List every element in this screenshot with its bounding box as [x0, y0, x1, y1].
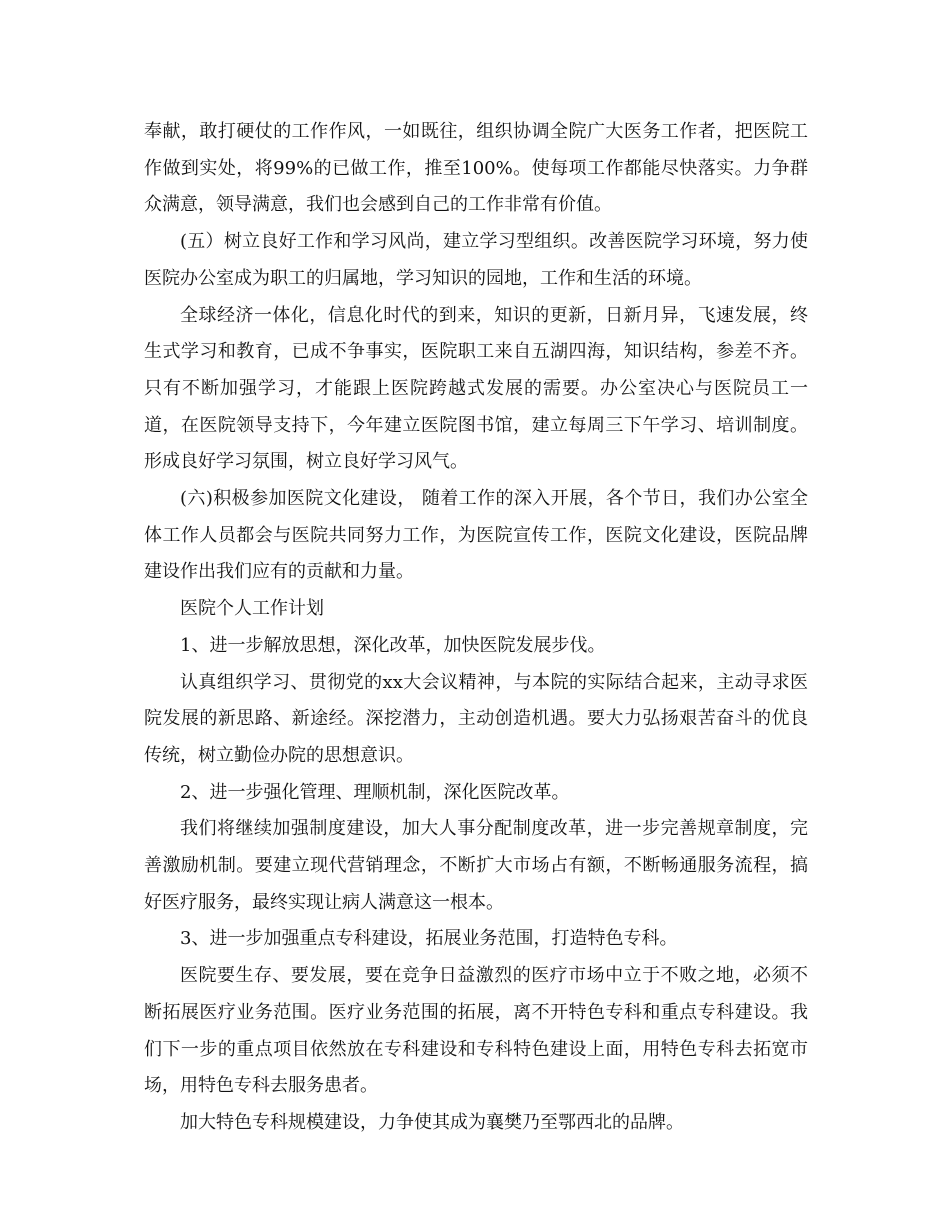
item-heading-2: 2、进一步强化管理、理顺机制，深化医院改革。: [180, 781, 570, 803]
paragraph-3: 全球经济一体化，信息化时代的到来，知识的更新，日新月异，飞速发展，终生式学习和教育，已成不争事实，医院职工来自五湖四海，知识结构，参差不齐。只有不断加强学习，才能跟上医院跨越式发展的需要。办公室决心与医院员工一道，在医院领导支持下，今年建立医院图书馆，建立每周三下午学习、培训制度。形成良好学习氛围，树立良好学习风气。: [144, 304, 808, 473]
section-heading: 医院个人工作计划: [180, 598, 324, 620]
paragraph-2: (五）树立良好工作和学习风尚，建立学习型组织。改善医院学习环境，努力使医院办公室成为职工的归属地，学习知识的园地，工作和生活的环境。: [144, 231, 808, 289]
item-heading-3: 3、进一步加强重点专科建设，拓展业务范围，打造特色专科。: [180, 928, 678, 950]
document-body: [144, 114, 808, 1142]
paragraph-7: 医院要生存、要发展，要在竞争日益激烈的医疗市场中立于不败之地，必须不断拓展医疗业务范围。医疗业务范围的拓展，离不开特色专科和重点专科建设。我们下一步的重点项目依然放在专科建设和专科特色建设上面，用特色专科去拓宽市场，用特色专科去服务患者。: [144, 965, 808, 1097]
paragraph-6: 我们将继续加强制度建设，加大人事分配制度改革，进一步完善规章制度，完善激励机制。要建立现代营销理念，不断扩大市场占有额，不断畅通服务流程，搞好医疗服务，最终实现让病人满意这一根本。: [144, 818, 808, 913]
paragraph-4: (六)积极参加医院文化建设， 随着工作的深入开展，各个节日，我们办公室全体工作人员都会与医院共同努力工作，为医院宣传工作，医院文化建设，医院品牌建设作出我们应有的贡献和力量。: [144, 488, 808, 583]
paragraph-8: 加大特色专科规模建设，力争使其成为襄樊乃至鄂西北的品牌。: [180, 1111, 684, 1133]
paragraph-1: 奉献，敢打硬仗的工作作风，一如既往，组织协调全院广大医务工作者，把医院工作做到实处，将99%的已做工作，推至100%。使每项工作都能尽快落实。力争群众满意，领导满意，我们也会感到自己的工作非常有价值。: [144, 121, 808, 216]
paragraph-5: 认真组织学习、贯彻党的xx大会议精神，与本院的实际结合起来，主动寻求医院发展的新思路、新途经。深挖潜力，主动创造机遇。要大力弘扬艰苦奋斗的优良传统，树立勤俭办院的思想意识。: [144, 671, 808, 766]
item-heading-1: 1、进一步解放思想，深化改革，加快医院发展步伐。: [180, 634, 606, 656]
